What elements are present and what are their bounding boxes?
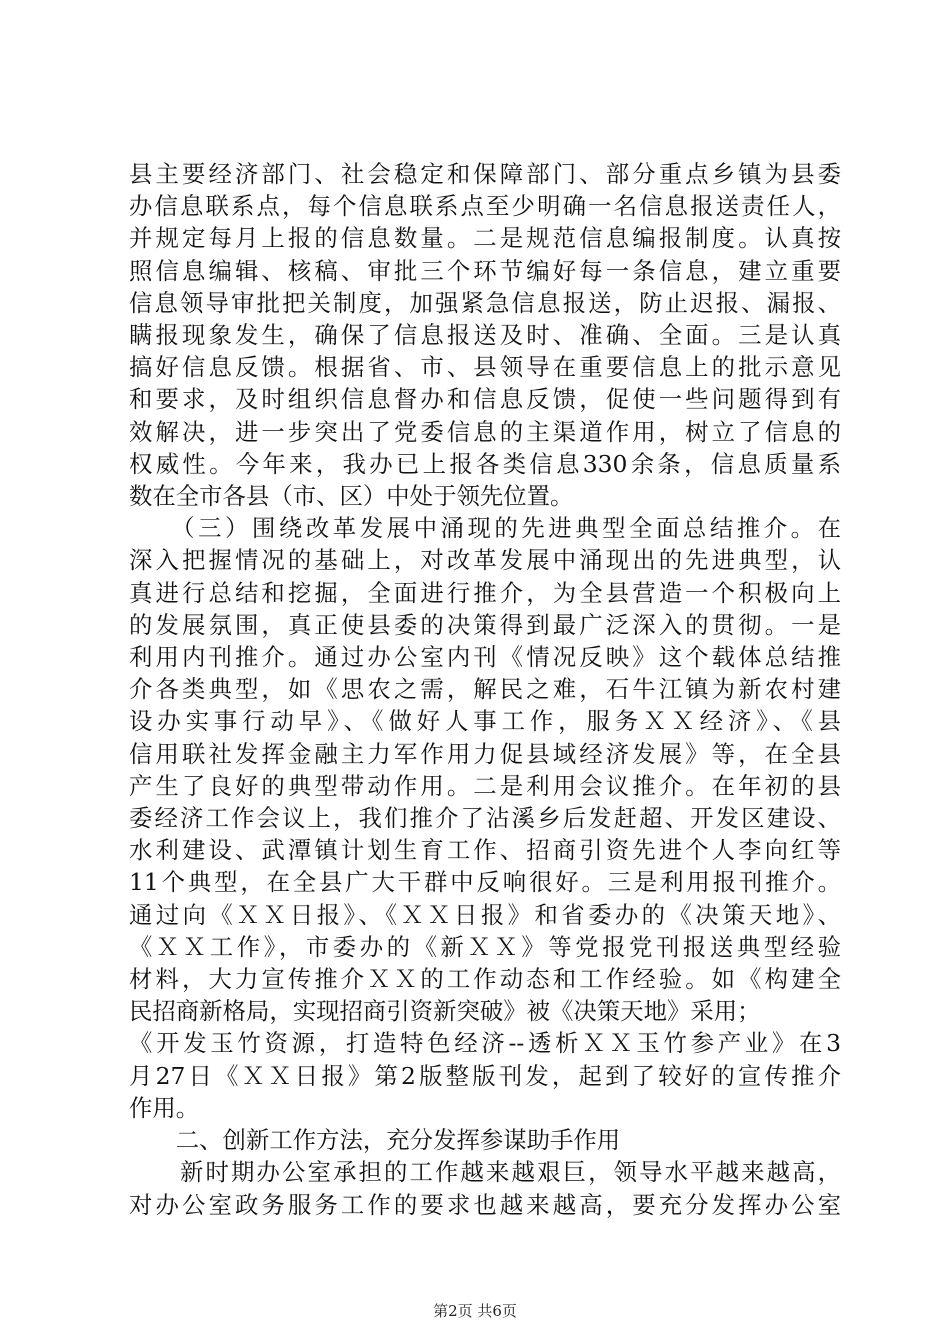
text-line: 委经济工作会议上，我们推介了沾溪乡后发赶超、开发区建设、 [129, 804, 841, 833]
text-line: 介各类典型，如《思农之需，解民之难，石牛江镇为新农村建 [129, 675, 841, 704]
document-body [129, 158, 841, 1221]
text-line: 民招商新格局，实现招商引资新突破》被《决策天地》采用； [129, 997, 761, 1026]
text-line: 《开发玉竹资源，打造特色经济--透析ＸＸ玉竹参产业》在3 [129, 1029, 841, 1058]
text-line: 利用内刊推介。通过办公室内刊《情况反映》这个载体总结推 [129, 643, 841, 672]
text-line: 新时期办公室承担的工作越来越艰巨，领导水平越来越高， [129, 1158, 841, 1187]
text-line: 对办公室政务服务工作的要求也越来越高，要充分发挥办公室 [129, 1190, 841, 1219]
section-heading: 二、创新工作方法，充分发挥参谋助手作用 [129, 1126, 621, 1155]
text-line: 办信息联系点，每个信息联系点至少明确一名信息报送责任人， [129, 192, 841, 221]
text-line: 水利建设、武潭镇计划生育工作、招商引资先进个人李向红等 [129, 836, 841, 865]
text-line: 和要求，及时组织信息督办和信息反馈，促使一些问题得到有 [129, 385, 841, 414]
text-line: 月27日《ＸＸ日报》第2版整版刊发，起到了较好的宣传推介 [129, 1061, 841, 1090]
text-line: 真进行总结和挖掘，全面进行推介，为全县营造一个积极向上 [129, 578, 841, 607]
text-line: 搞好信息反馈。根据省、市、县领导在重要信息上的批示意见 [129, 353, 841, 382]
text-line: 权威性。今年来，我办已上报各类信息330余条，信息质量系 [129, 449, 841, 478]
text-line: 效解决，进一步突出了党委信息的主渠道作用，树立了信息的 [129, 417, 841, 446]
text-line: 信用联社发挥金融主力军作用力促县域经济发展》等，在全县 [129, 739, 841, 768]
text-line: 产生了良好的典型带动作用。二是利用会议推介。在年初的县 [129, 771, 841, 800]
text-line: 瞒报现象发生，确保了信息报送及时、准确、全面。三是认真 [129, 321, 841, 350]
text-line: （三）围绕改革发展中涌现的先进典型全面总结推介。在 [129, 514, 841, 543]
text-line: 11个典型，在全县广大干群中反响很好。三是利用报刊推介。 [129, 868, 841, 897]
text-line: 数在全市各县（市、区）中处于领先位置。 [129, 482, 574, 511]
text-line: 并规定每月上报的信息数量。二是规范信息编报制度。认真按 [129, 224, 841, 253]
text-line: 通过向《ＸＸ日报》、《ＸＸ日报》和省委办的《决策天地》、 [129, 900, 841, 929]
text-line: 的发展氛围，真正使县委的决策得到最广泛深入的贯彻。一是 [129, 610, 841, 639]
text-line: 作用。 [129, 1093, 200, 1122]
text-line: 照信息编辑、核稿、审批三个环节编好每一条信息，建立重要 [129, 256, 841, 285]
text-line: 信息领导审批把关制度，加强紧急信息报送，防止迟报、漏报、 [129, 288, 841, 317]
text-line: 深入把握情况的基础上，对改革发展中涌现出的先进典型，认 [129, 546, 841, 575]
text-line: 材料，大力宣传推介ＸＸ的工作动态和工作经验。如《构建全 [129, 965, 841, 994]
page-number-footer: 第2页 共6页 [433, 1302, 517, 1320]
text-line: 县主要经济部门、社会稳定和保障部门、部分重点乡镇为县委 [129, 160, 841, 188]
text-line: 《ＸＸ工作》，市委办的《新ＸＸ》等党报党刊报送典型经验 [129, 932, 841, 961]
text-line: 设办实事行动早》、《做好人事工作，服务ＸＸ经济》、《县 [129, 707, 841, 736]
